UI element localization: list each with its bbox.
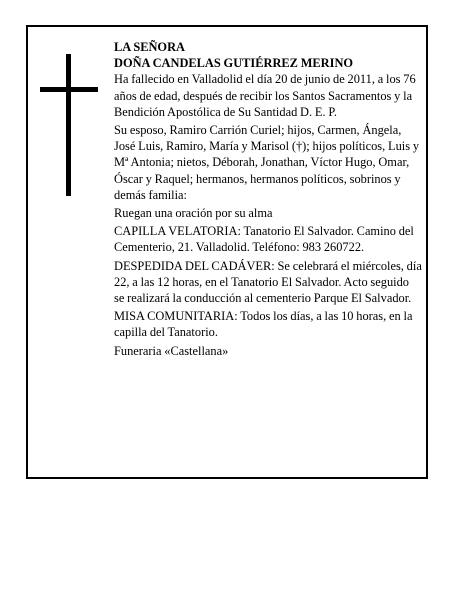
cross-icon bbox=[40, 54, 98, 196]
funeral-home-name: Funeraria «Castellana» bbox=[114, 343, 229, 358]
wake-chapel-info: CAPILLA VELATORIA: Tanatorio El Salvador. Camino del Cementerio, 21. Valladolid. Teléfono: 983 260722. bbox=[114, 224, 414, 255]
deceased-name: DOÑA CANDELAS GUTIÉRREZ MERINO bbox=[114, 56, 354, 71]
notice-title: LA SEÑORA bbox=[114, 40, 185, 54]
death-announcement: Ha fallecido en Valladolid el día 20 de junio de 2011, a los 76 años de edad, después de recibir los Santos Sacramentos y la Bendición Apostólica de Su Santidad D. E. P. bbox=[114, 72, 416, 119]
funeral-farewell-info: DESPEDIDA DEL CADÁVER: Se celebrará el miércoles, día 22, a las 12 horas, en el Tanatorio El Salvador. Acto seguido se realizará la conducción al cementerio Parque El Salvador. bbox=[114, 258, 422, 306]
cross-vertical-bar bbox=[66, 54, 71, 196]
obituary-text bbox=[114, 39, 422, 359]
family-list: Su esposo, Ramiro Carrión Curiel; hijos, Carmen, Ángela, José Luis, Ramiro, María y Marisol (†); hijos políticos, Luis y Mª Antonia; nietos, Déborah, Jonathan, Víctor Hugo, Omar, Óscar y Raquel; hermanos, hermanos políticos, sobrinos y demás familia: bbox=[114, 123, 420, 202]
cross-horizontal-bar bbox=[40, 87, 98, 92]
prayer-request: Ruegan una oración por su alma bbox=[114, 206, 273, 221]
community-mass-info: MISA COMUNITARIA: Todos los días, a las 10 horas, en la capilla del Tanatorio. bbox=[114, 309, 413, 340]
